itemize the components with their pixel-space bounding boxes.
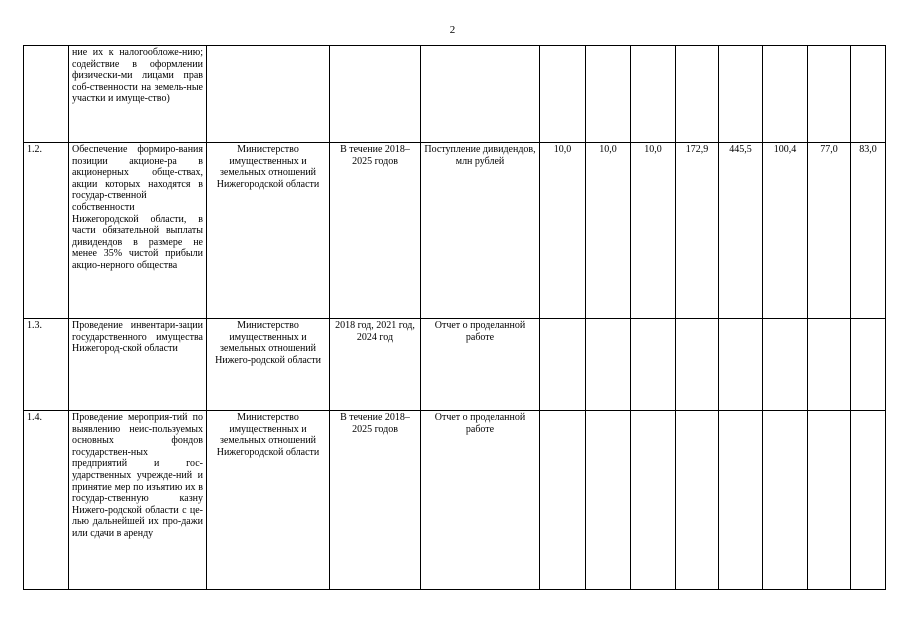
row-number-cell: [24, 46, 69, 143]
value-cell: [676, 411, 719, 590]
measure-description: ние их к налогообложе-нию; содействие в оформлении физически-ми лицами прав соб-ственности на земель-ные участки и имуще-ство): [72, 47, 203, 105]
value-cell: [719, 319, 763, 411]
value-cell: [676, 319, 719, 411]
measure-description-cell: [69, 143, 207, 319]
executor-cell: [207, 46, 330, 143]
table-row: [24, 319, 886, 411]
value-cell: [540, 319, 586, 411]
value-cell: [808, 411, 851, 590]
measure-description-cell: [69, 319, 207, 411]
measure-description: Проведение инвентари-зации государственного имущества Нижегород-ской области: [72, 320, 203, 355]
row-number-cell: 1.3.: [24, 319, 69, 411]
result-cell: Поступление дивидендов, млн рублей: [421, 143, 540, 319]
row-number-cell: 1.4.: [24, 411, 69, 590]
value-cell: [631, 319, 676, 411]
value-cell: [540, 411, 586, 590]
table-row: [24, 46, 886, 143]
executor-cell: Министерство имущественных и земельных отношений Нижегородской области: [207, 411, 330, 590]
table-row: [24, 143, 886, 319]
result-cell: Отчет о проделанной работе: [421, 319, 540, 411]
value-cell: [808, 46, 851, 143]
value-cell: [851, 319, 886, 411]
executor-cell: Министерство имущественных и земельных отношений Нижего-родской области: [207, 319, 330, 411]
value-cell: 445,5: [719, 143, 763, 319]
page-number: 2: [449, 24, 456, 36]
value-cell: [808, 319, 851, 411]
value-cell: [763, 46, 808, 143]
value-cell: [851, 46, 886, 143]
executor-cell: Министерство имущественных и земельных отношений Нижегородской области: [207, 143, 330, 319]
period-cell: В течение 2018–2025 годов: [330, 143, 421, 319]
value-cell: [719, 46, 763, 143]
result-cell: [421, 46, 540, 143]
period-cell: В течение 2018–2025 годов: [330, 411, 421, 590]
measure-description-cell: [69, 411, 207, 590]
measure-description: Обеспечение формиро-вания позиции акционе-ра в акционерных обще-ствах, акции которых находятся в государ-ственной собственности Нижегородской области, в части обязательной выплаты дивидендов в размере не менее 35% чистой прибыли акцио-нерного общества: [72, 144, 203, 271]
value-cell: 83,0: [851, 143, 886, 319]
value-cell: 10,0: [540, 143, 586, 319]
value-cell: [631, 46, 676, 143]
value-cell: [763, 411, 808, 590]
value-cell: 77,0: [808, 143, 851, 319]
result-cell: Отчет о проделанной работе: [421, 411, 540, 590]
measure-description: Проведение мероприя-тий по выявлению неис-пользуемых основных фондов государствен-ных предприятий и гос-ударственных учрежде-ний и принятие мер по изъятию их в государ-ственную казну Нижего-родской области с це-лью дальнейшей их про-дажи или сдачи в аренду: [72, 412, 203, 539]
value-cell: 10,0: [631, 143, 676, 319]
value-cell: [851, 411, 886, 590]
value-cell: 172,9: [676, 143, 719, 319]
table-row: [24, 411, 886, 590]
value-cell: [631, 411, 676, 590]
value-cell: [676, 46, 719, 143]
period-cell: [330, 46, 421, 143]
value-cell: [719, 411, 763, 590]
period-cell: 2018 год, 2021 год, 2024 год: [330, 319, 421, 411]
value-cell: 10,0: [586, 143, 631, 319]
measures-table: [23, 45, 886, 590]
measure-description-cell: [69, 46, 207, 143]
row-number-cell: 1.2.: [24, 143, 69, 319]
value-cell: [586, 319, 631, 411]
value-cell: [540, 46, 586, 143]
value-cell: 100,4: [763, 143, 808, 319]
value-cell: [763, 319, 808, 411]
value-cell: [586, 46, 631, 143]
value-cell: [586, 411, 631, 590]
